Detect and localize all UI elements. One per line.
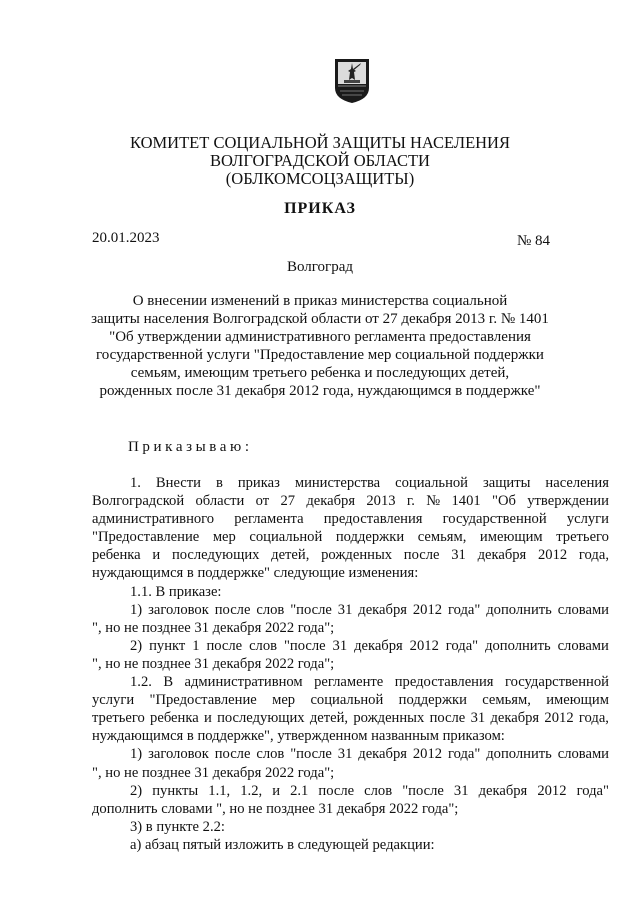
body-word: и	[272, 782, 281, 799]
body-word: декабря	[306, 493, 356, 510]
body-word: 1.	[130, 475, 141, 491]
body-line	[92, 528, 609, 546]
body-line	[92, 546, 609, 564]
body-word: 31	[451, 547, 466, 564]
body-word: государственной	[442, 511, 547, 528]
body-word: года,	[578, 547, 609, 564]
body-line-text: ", но не позднее 31 декабря 2022 года";	[92, 619, 335, 636]
body-word: "после	[290, 601, 332, 618]
body-line	[92, 691, 609, 709]
body-word: мер	[272, 692, 296, 709]
subject-line: рожденных после 31 декабря 2012 года, нуждающимся в поддержке"	[99, 383, 541, 399]
body-word: 1.2.	[130, 674, 152, 691]
body-word: года"	[447, 746, 481, 763]
body-word: от	[255, 493, 270, 510]
body-word: 2.1	[290, 782, 309, 799]
body-word: 1.1,	[208, 782, 231, 799]
body-word: "после	[402, 782, 444, 799]
coat-of-arms-emblem	[334, 58, 370, 104]
subject-line: семьям, имеющим третьего ребенка и последующих детей,	[130, 365, 510, 381]
body-word: и	[203, 710, 212, 727]
body-word: после	[214, 746, 251, 763]
body-word: 2012	[412, 601, 443, 618]
body-line-text: а) абзац пятый изложить в следующей редакции:	[130, 836, 435, 853]
body-line	[92, 601, 609, 619]
body-line-text: нуждающимся в поддержке", утвержденном названным приказом:	[92, 728, 505, 745]
body-word: административного	[92, 511, 215, 528]
body-word: детей,	[309, 710, 349, 727]
body-word: области	[195, 493, 245, 510]
body-line	[92, 782, 609, 800]
body-word: слов	[249, 637, 278, 654]
body-word: 1)	[130, 601, 143, 618]
body-word: "Предоставление	[149, 692, 257, 709]
body-word: регламенте	[314, 674, 384, 691]
body-word: Волгоградской	[92, 493, 185, 510]
body-word: декабря	[490, 710, 540, 727]
body-word: третьего	[556, 529, 609, 546]
body-word: рожденных	[321, 547, 393, 564]
body-word: 31	[332, 637, 348, 654]
body-word: 1)	[130, 746, 143, 763]
body-word: детей,	[271, 547, 310, 564]
body-word: декабря	[477, 547, 527, 564]
body-word: заголовок	[148, 746, 209, 763]
body-word: рожденных	[353, 710, 425, 727]
body-word: предоставления	[394, 674, 494, 691]
body-word: в	[215, 475, 223, 491]
body-line	[92, 619, 609, 637]
body-word: декабря	[478, 782, 528, 799]
body-word: В	[163, 674, 174, 691]
body-line	[92, 492, 609, 510]
body-word: года"	[447, 601, 481, 618]
body-word: мер	[212, 529, 236, 546]
body-word: дополнить	[486, 746, 552, 763]
body-word: дополнить	[485, 637, 551, 654]
body-word: после	[429, 710, 466, 727]
body-word: дополнить	[486, 601, 552, 618]
body-line	[92, 800, 609, 818]
body-word: 31	[337, 746, 353, 763]
body-word: административном	[184, 674, 303, 691]
body-line	[92, 764, 609, 782]
body-line-text: ", но не позднее 31 декабря 2022 года";	[92, 655, 335, 672]
body-line	[92, 637, 609, 655]
body-word: 2013	[366, 493, 396, 510]
body-line-text: 3) в пункте 2.2:	[130, 818, 225, 835]
subject-line: "Об утверждении административного регламента предоставления	[109, 329, 531, 345]
body-word: 2012	[538, 547, 568, 564]
document-body	[92, 474, 609, 854]
body-word: декабря	[354, 637, 403, 654]
body-word: словами	[557, 637, 609, 654]
body-word: государственной	[504, 674, 609, 691]
body-word: №	[426, 493, 441, 510]
body-word: после	[403, 547, 440, 564]
body-word: 2012	[537, 782, 567, 799]
body-word: слов	[364, 782, 393, 799]
body-word: 2012	[409, 637, 439, 654]
body-word: ребенка	[92, 547, 141, 564]
body-word: года,	[578, 710, 609, 727]
body-word: 31	[453, 782, 469, 799]
body-word: семьям,	[482, 692, 531, 709]
body-word: после	[318, 782, 355, 799]
body-word: "после	[283, 637, 326, 654]
body-word: 31	[337, 601, 353, 618]
body-word: социальной	[310, 692, 384, 709]
header-line-3: (ОБЛКОМСОЦЗАЩИТЫ)	[225, 169, 415, 188]
document-city: Волгоград	[286, 259, 353, 275]
body-line-text: 1.1. В приказе:	[130, 583, 222, 600]
body-word: 31	[470, 710, 486, 727]
body-word: предоставления	[323, 511, 423, 528]
body-word: после	[214, 601, 251, 618]
body-word: года"	[576, 782, 609, 799]
body-word: третьего	[92, 710, 145, 727]
body-word: 1401	[451, 493, 481, 510]
body-line	[92, 474, 609, 492]
body-word: регламента	[234, 511, 304, 528]
body-word: 1.2,	[240, 782, 263, 799]
body-word: имеющим	[479, 529, 543, 546]
body-word: г.	[406, 493, 415, 510]
body-word: словами	[557, 746, 609, 763]
body-word: услуги	[566, 511, 609, 528]
body-line-text: дополнить словами ", но не позднее 31 декабря 2022 года";	[92, 800, 459, 817]
header-line-2: ВОЛГОГРАДСКОЙ ОБЛАСТИ	[210, 151, 430, 170]
body-line	[92, 836, 609, 854]
body-word: декабря	[358, 601, 407, 618]
body-word: и	[152, 547, 161, 564]
body-word: "Об	[492, 493, 516, 510]
body-word: "Предоставление	[92, 529, 200, 546]
body-line	[92, 655, 609, 673]
body-word: населения	[545, 475, 609, 491]
body-word: ребенка	[150, 710, 199, 727]
body-word: Внести	[155, 475, 201, 491]
document-date: 20.01.2023	[92, 230, 160, 246]
body-word: декабря	[358, 746, 407, 763]
subject-line: О внесении изменений в приказ министерства социальной	[132, 293, 508, 309]
body-word: приказ	[237, 475, 280, 491]
body-word: семьям,	[417, 529, 467, 546]
body-word: поддержки	[398, 692, 467, 709]
body-word: слов	[256, 601, 285, 618]
body-line	[92, 564, 609, 582]
body-word: заголовок	[148, 601, 209, 618]
body-word: словами	[557, 601, 609, 618]
document-subject	[0, 292, 640, 400]
subject-line: государственной услуги "Предоставление мер социальной поддержки	[96, 347, 544, 363]
body-word: защиты	[482, 475, 531, 491]
body-word: 27	[280, 493, 296, 510]
body-word: 2012	[412, 746, 443, 763]
order-directive-word: Приказываю:	[128, 439, 253, 455]
body-line	[92, 510, 609, 528]
body-word: пункт	[149, 637, 186, 654]
body-word: имеющим	[546, 692, 609, 709]
body-line-text: ", но не позднее 31 декабря 2022 года";	[92, 764, 335, 781]
document-number: № 84	[517, 233, 551, 249]
body-word: последующих	[217, 710, 305, 727]
body-line	[92, 727, 609, 745]
body-word: 2)	[130, 637, 143, 654]
body-word: пункты	[152, 782, 199, 799]
body-line	[92, 583, 609, 601]
header-line-1: КОМИТЕТ СОЦИАЛЬНОЙ ЗАЩИТЫ НАСЕЛЕНИЯ	[130, 133, 510, 152]
body-word: "после	[290, 746, 332, 763]
body-line	[92, 745, 609, 763]
body-word: услуги	[92, 692, 135, 709]
subject-line: защиты населения Волгоградской области от 27 декабря 2013 г. № 1401	[91, 311, 549, 327]
body-word: министерства	[294, 475, 381, 491]
body-word: утверждении	[527, 493, 609, 510]
body-word: 2)	[130, 782, 143, 799]
body-word: поддержки	[335, 529, 405, 546]
body-word: последующих	[171, 547, 260, 564]
body-line	[92, 818, 609, 836]
body-line	[92, 673, 609, 691]
body-line	[92, 709, 609, 727]
body-word: 2012	[544, 710, 574, 727]
body-line-text: нуждающимся в поддержке" следующие изменения:	[92, 565, 419, 582]
document-type-title: ПРИКАЗ	[284, 200, 356, 217]
body-word: социальной	[395, 475, 468, 491]
body-word: после	[206, 637, 243, 654]
body-word: слов	[256, 746, 285, 763]
body-word: 1	[192, 637, 200, 654]
body-word: года"	[445, 637, 479, 654]
body-word: социальной	[249, 529, 323, 546]
organization-header	[0, 134, 640, 188]
